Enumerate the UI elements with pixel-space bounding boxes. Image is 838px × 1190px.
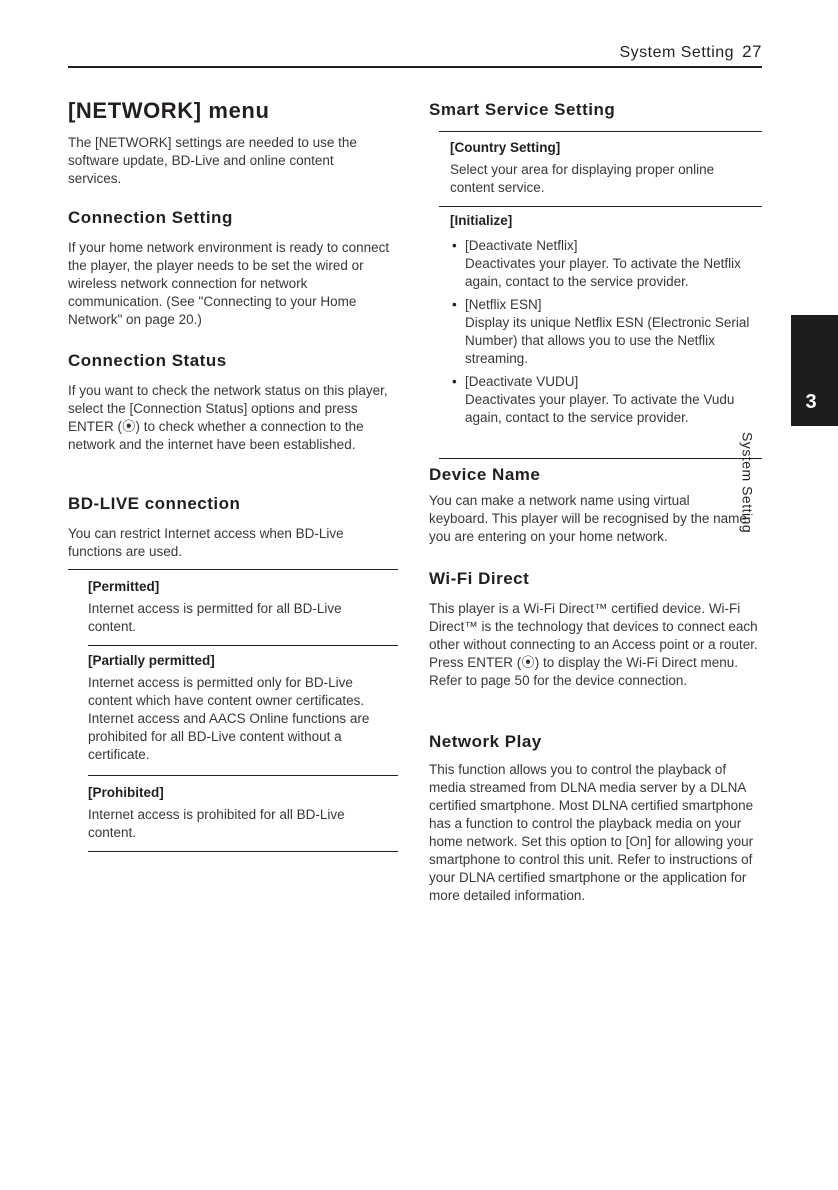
option-description: Internet access is permitted for all BD-Live content. xyxy=(88,601,342,634)
list-item xyxy=(452,373,762,427)
option-title: [Prohibited] xyxy=(88,785,164,800)
intro-text: The [NETWORK] settings are needed to use the software update, BD-Live and online content services. xyxy=(68,135,357,186)
bullet-description: Deactivates your player. To activate the Netflix again, contact to the service provider. xyxy=(465,256,741,289)
option-rule xyxy=(439,458,762,459)
list-item xyxy=(452,296,762,368)
option-title: [Permitted] xyxy=(88,579,160,594)
option-permitted xyxy=(88,578,393,636)
option-title: [Country Setting] xyxy=(450,140,561,155)
bullet-description: Display its unique Netflix ESN (Electronic Serial Number) that allows you to use the Netflix streaming. xyxy=(465,315,750,366)
device-name-heading: Device Name xyxy=(429,465,541,484)
chapter-label-text: System Setting xyxy=(739,432,756,534)
wifi-direct-text: This player is a Wi-Fi Direct™ certified device. Wi-Fi Direct™ is the technology that devices to connect each other without connecting to an Access point or a router. Press ENTER (⦿) to display the Wi-Fi Direct menu. Refer to page 50 for the device connection. xyxy=(429,601,758,688)
option-rule xyxy=(88,645,398,646)
bullet-title: • [Deactivate Netflix] xyxy=(465,238,578,253)
header-rule xyxy=(68,66,762,68)
bullet-title: • [Netflix ESN] xyxy=(465,297,542,312)
smart-service-heading: Smart Service Setting xyxy=(429,100,616,119)
option-title: [Partially permitted] xyxy=(88,653,215,668)
list-item xyxy=(452,237,762,291)
chapter-tab xyxy=(791,315,838,426)
connection-status-heading: Connection Status xyxy=(68,351,227,370)
page-number: 27 xyxy=(742,42,762,61)
option-description: Internet access is prohibited for all BD-Live content. xyxy=(88,807,345,840)
option-prohibited xyxy=(88,784,383,842)
option-partially-permitted xyxy=(88,652,398,764)
option-rule xyxy=(88,851,398,852)
bullet-description: Deactivates your player. To activate the Vudu again, contact to the service provider. xyxy=(465,392,735,425)
connection-setting-heading: Connection Setting xyxy=(68,208,233,227)
running-header xyxy=(619,42,762,62)
bdlive-text: You can restrict Internet access when BD-Live functions are used. xyxy=(68,526,344,559)
option-description: Select your area for displaying proper online content service. xyxy=(450,162,715,195)
option-rule xyxy=(439,131,762,132)
connection-setting-text: If your home network environment is ready to connect the player, the player needs to be set the wired or wireless network connection for network communication. (See "Connecting to your Home Network" on page 20.) xyxy=(68,240,390,327)
initialize-bullets xyxy=(452,237,762,432)
bdlive-heading: BD-LIVE connection xyxy=(68,494,241,513)
page-title: [NETWORK] menu xyxy=(68,98,270,123)
header-section-title: System Setting xyxy=(619,44,735,61)
option-rule xyxy=(88,775,398,776)
wifi-direct-heading: Wi-Fi Direct xyxy=(429,569,530,588)
connection-status-text: If you want to check the network status on this player, select the [Connection Status] options and press ENTER (⦿) to check whether a connection to the network and the internet have been established. xyxy=(68,383,388,452)
chapter-label xyxy=(739,432,826,552)
option-description: Internet access is permitted only for BD-Live content which have content owner certificates. Internet access and AACS Online functions are prohibited for all BD-Live content without a certificate. xyxy=(88,675,370,762)
bullet-title: • [Deactivate VUDU] xyxy=(465,374,579,389)
option-rule xyxy=(439,206,762,207)
option-title: [Initialize] xyxy=(450,213,513,228)
device-name-text: You can make a network name using virtual keyboard. This player will be recognised by the name you are entering on your home network. xyxy=(429,493,747,544)
country-setting-option xyxy=(450,139,755,197)
chapter-number: 3 xyxy=(805,391,817,413)
initialize-option xyxy=(450,212,755,230)
network-play-heading: Network Play xyxy=(429,732,542,751)
network-play-text: This function allows you to control the playback of media streamed from DLNA media server by a DLNA certified smartphone. Most DLNA certified smartphone has a function to control the playback media on your home network. Set this option to [On] for allowing your smartphone to control this unit. Refer to instructions of your DLNA certified smartphone or the application for more detailed information. xyxy=(429,762,754,903)
option-rule xyxy=(68,569,398,570)
